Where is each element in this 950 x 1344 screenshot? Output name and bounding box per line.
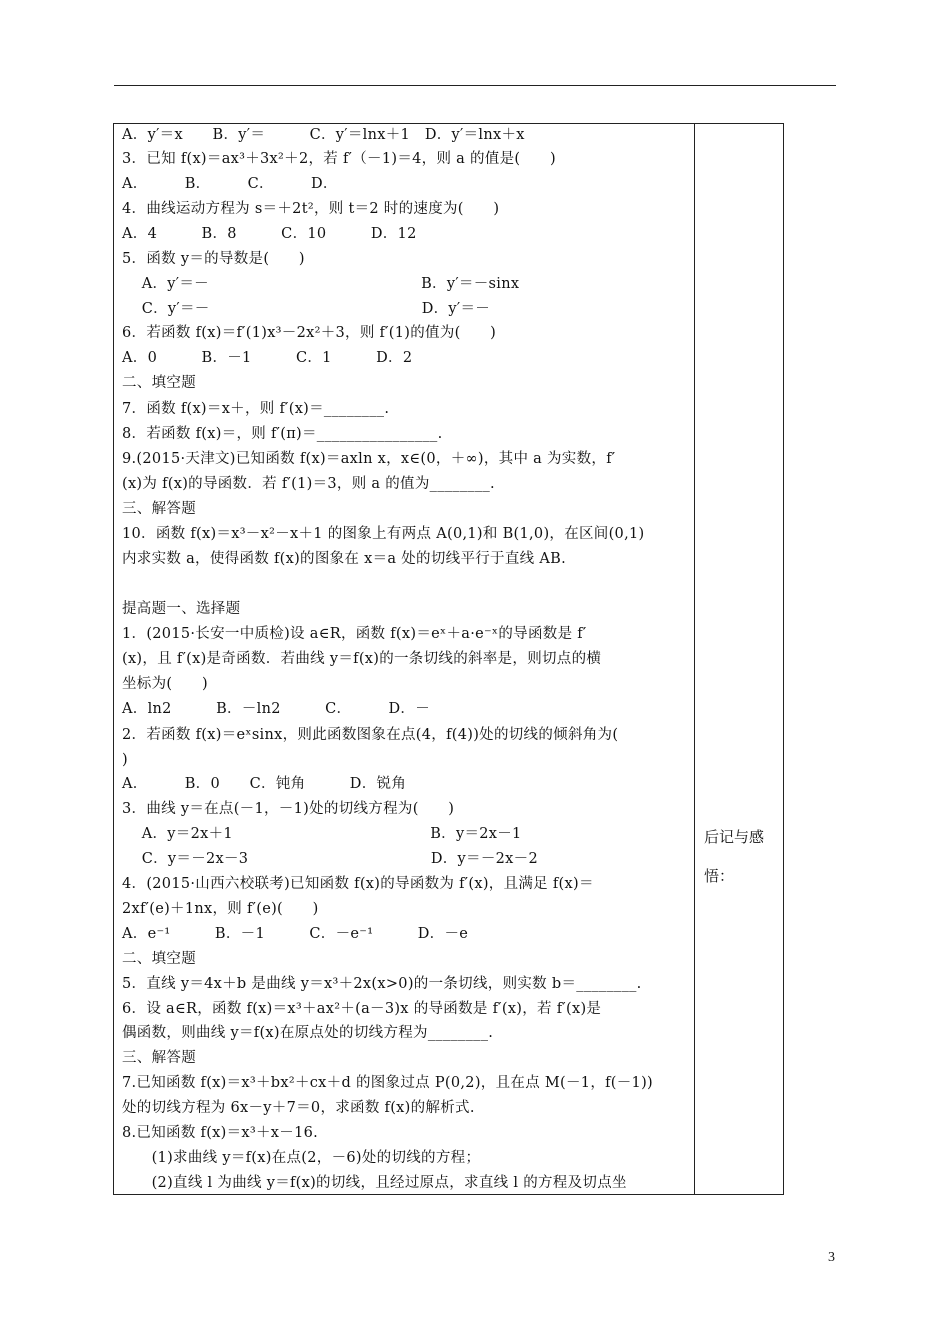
text-line: A． B． C． D．	[122, 176, 338, 192]
text-line: 二、填空题	[122, 951, 196, 967]
text-line: 5．函数 y＝的导数是( )	[122, 251, 305, 267]
text-line: 6．若函数 f(x)＝f′(1)x³－2x²＋3，则 f′(1)的值为( )	[122, 325, 497, 341]
side-note-line-2: 悟：	[704, 867, 735, 885]
text-line: 二、填空题	[122, 375, 196, 391]
text-line: 提高题一、选择题	[122, 601, 241, 617]
text-line: A．0 B．－1 C．1 D．2	[122, 350, 413, 366]
text-line: A．ln2 B．－ln2 C． D．－	[122, 701, 430, 717]
text-line: 偶函数，则曲线 y＝f(x)在原点处的切线方程为________.	[122, 1025, 494, 1041]
column-divider	[694, 124, 695, 1194]
text-line: (2)直线 l 为曲线 y＝f(x)的切线，且经过原点，求直线 l 的方程及切点坐	[122, 1175, 627, 1191]
text-line: A． B．0 C．钝角 D．锐角	[122, 776, 407, 792]
text-line: A．y′＝x B．y′＝ C．y′＝lnx＋1 D．y′＝lnx＋x	[122, 127, 525, 143]
text-line: 2．若函数 f(x)＝eˣsinx，则此函数图象在点(4，f(4))处的切线的倾斜角为(	[122, 727, 619, 743]
text-line: 8.已知函数 f(x)＝x³＋x－16.	[122, 1125, 319, 1141]
text-line: 三、解答题	[122, 1050, 196, 1066]
text-line: 内求实数 a，使得函数 f(x)的图象在 x＝a 处的切线平行于直线 AB.	[122, 551, 567, 567]
text-line: 1．(2015·长安一中质检)设 a∈R，函数 f(x)＝eˣ＋a·e⁻ˣ的导函数是 f′	[122, 626, 587, 642]
text-line: 5．直线 y＝4x＋b 是曲线 y＝x³＋2x(x>0)的一条切线，则实数 b＝________.	[122, 976, 642, 992]
text-line: A．e⁻¹ B．－1 C．－e⁻¹ D．－e	[122, 926, 469, 942]
text-line: C．y′＝－ D．y′＝－	[122, 301, 491, 317]
text-line: 处的切线方程为 6x－y＋7＝0，求函数 f(x)的解析式.	[122, 1100, 475, 1116]
content-table	[113, 123, 784, 1195]
text-line: 8．若函数 f(x)＝，则 f′(π)＝________________.	[122, 426, 443, 442]
header-rule	[114, 85, 836, 86]
text-line: 4．曲线运动方程为 s＝＋2t²，则 t＝2 时的速度为( )	[122, 201, 500, 217]
text-line: 4．(2015·山西六校联考)已知函数 f(x)的导函数为 f′(x)，且满足 f(x)＝	[122, 876, 594, 892]
text-line: C．y＝－2x－3 D．y＝－2x－2	[122, 851, 538, 867]
text-line: A．4 B．8 C．10 D．12	[122, 226, 417, 242]
text-line: 7．函数 f(x)＝x＋，则 f′(x)＝________.	[122, 401, 390, 417]
text-line: 2xf′(e)＋1nx，则 f′(e)( )	[122, 901, 319, 917]
text-line: 10．函数 f(x)＝x³－x²－x＋1 的图象上有两点 A(0,1)和 B(1,0)，在区间(0,1)	[122, 526, 645, 542]
text-line: (x)，且 f′(x)是奇函数．若曲线 y＝f(x)的一条切线的斜率是，则切点的横	[122, 651, 602, 667]
text-line: )	[122, 752, 128, 768]
text-line: 坐标为( )	[122, 676, 208, 692]
page-number: 3	[828, 1250, 835, 1265]
text-line: 三、解答题	[122, 501, 196, 517]
text-line: A．y′＝－ B．y′＝－sinx	[122, 276, 520, 292]
text-line: 6．设 a∈R，函数 f(x)＝x³＋ax²＋(a－3)x 的导函数是 f′(x)，若 f′(x)是	[122, 1001, 602, 1017]
text-line: 7.已知函数 f(x)＝x³＋bx²＋cx＋d 的图象过点 P(0,2)，且在点 M(－1，f(－1))	[122, 1075, 653, 1091]
text-line: A．y＝2x＋1 B．y＝2x－1	[122, 826, 522, 842]
text-line: 3．已知 f(x)＝ax³＋3x²＋2，若 f′（－1)＝4，则 a 的值是( )	[122, 151, 556, 167]
side-note-line-1: 后记与感	[704, 828, 765, 846]
text-line: (x)为 f(x)的导函数．若 f′(1)＝3，则 a 的值为________.	[122, 476, 495, 492]
text-line: (1)求曲线 y＝f(x)在点(2，－6)处的切线的方程；	[122, 1150, 481, 1166]
text-line: 3．曲线 y＝在点(－1，－1)处的切线方程为( )	[122, 801, 455, 817]
text-line: 9.(2015·天津文)已知函数 f(x)＝axln x，x∈(0，＋∞)，其中 a 为实数，f′	[122, 451, 616, 467]
